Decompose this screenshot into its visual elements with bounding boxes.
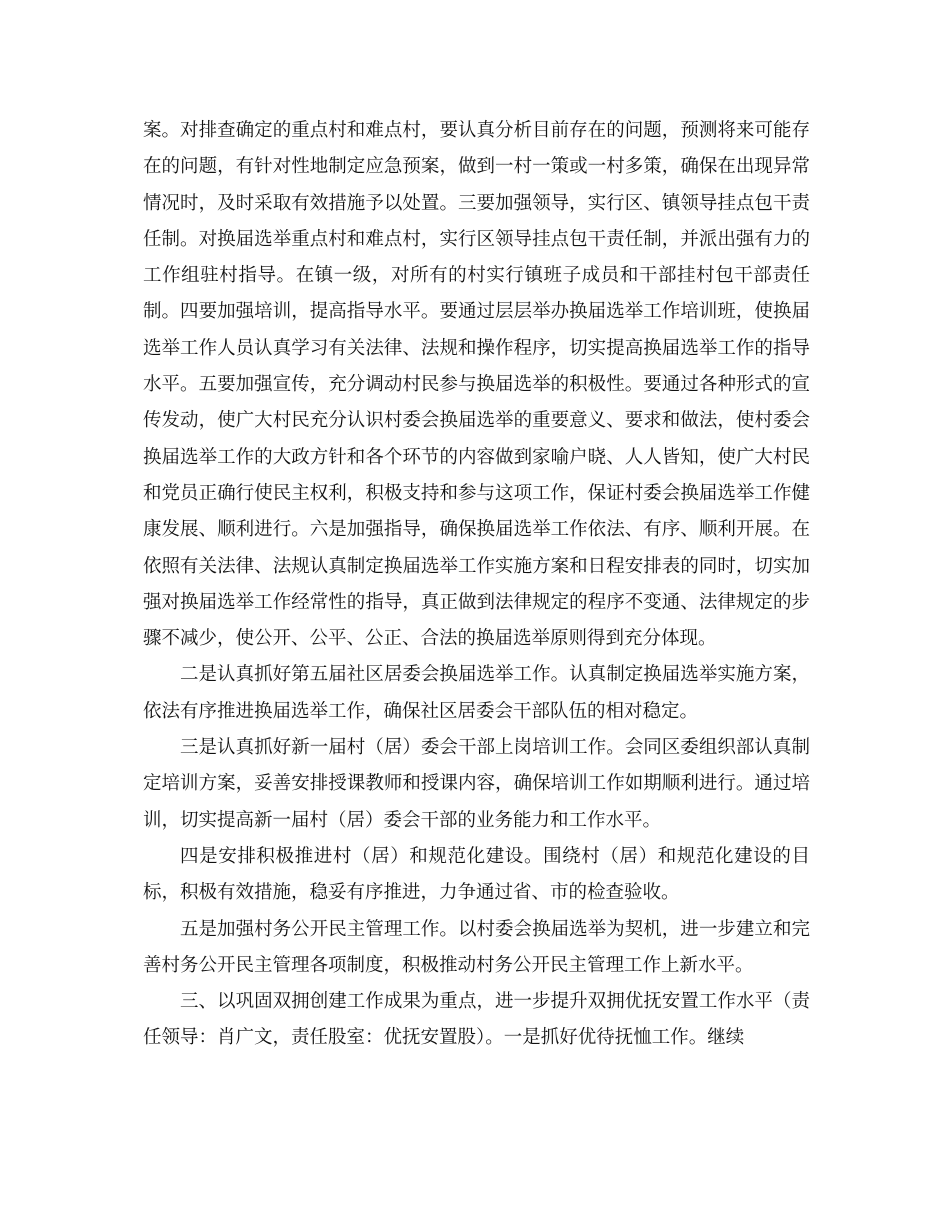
paragraph-continuation: 案。对排查确定的重点村和难点村，要认真分析目前存在的问题，预测将来可能存在的问题，有针对性地制定应急预案，做到一村一策或一村多策，确保在出现异常情况时，及时采取有效措施予以处置。三要加强领导，实行区、镇领导挂点包干责任制。对换届选举重点村和难点村，实行区领导挂点包干责任制，并派出强有力的工作组驻村指导。在镇一级，对所有的村实行镇班子成员和干部挂村包干部责任制。四要加强培训，提高指导水平。要通过层层举办换届选举工作培训班，使换届选举工作人员认真学习有关法律、法规和操作程序，切实提高换届选举工作的指导水平。五要加强宣传，充分调动村民参与换届选举的积极性。要通过各种形式的宣传发动，使广大村民充分认识村委会换届选举的重要意义、要求和做法，使村委会换届选举工作的大政方针和各个环节的内容做到家喻户晓、人人皆知，使广大村民和党员正确行使民主权利，积极支持和参与这项工作，保证村委会换届选举工作健康发展、顺利进行。六是加强指导，确保换届选举工作依法、有序、顺利开展。在依照有关法律、法规认真制定换届选举工作实施方案和日程安排表的同时，切实加强对换届选举工作经常性的指导，真正做到法律规定的程序不变通、法律规定的步骤不减少，使公开、公平、公正、合法的换届选举原则得到充分体现。 — [143, 120, 810, 650]
paragraph-section-three: 三、以巩固双拥创建工作成果为重点，进一步提升双拥优抚安置工作水平（责任领导：肖广文，责任股室：优抚安置股）。一是抓好优待抚恤工作。继续 — [143, 991, 810, 1049]
paragraph-community-election: 二是认真抓好第五届社区居委会换届选举工作。认真制定换届选举实施方案，依法有序推进换届选举工作，确保社区居委会干部队伍的相对稳定。 — [143, 664, 810, 722]
paragraph-village-affairs: 五是加强村务公开民主管理工作。以村委会换届选举为契机，进一步建立和完善村务公开民主管理各项制度，积极推动村务公开民主管理工作上新水平。 — [143, 918, 810, 976]
paragraph-cadre-training: 三是认真抓好新一届村（居）委会干部上岗培训工作。会同区委组织部认真制定培训方案，妥善安排授课教师和授课内容，确保培训工作如期顺利进行。通过培训，切实提高新一届村（居）委会干部的业务能力和工作水平。 — [143, 737, 810, 831]
paragraph-standardization: 四是安排积极推进村（居）和规范化建设。围绕村（居）和规范化建设的目标，积极有效措施，稳妥有序推进，力争通过省、市的检查验收。 — [143, 845, 810, 904]
document-body — [143, 113, 810, 1057]
